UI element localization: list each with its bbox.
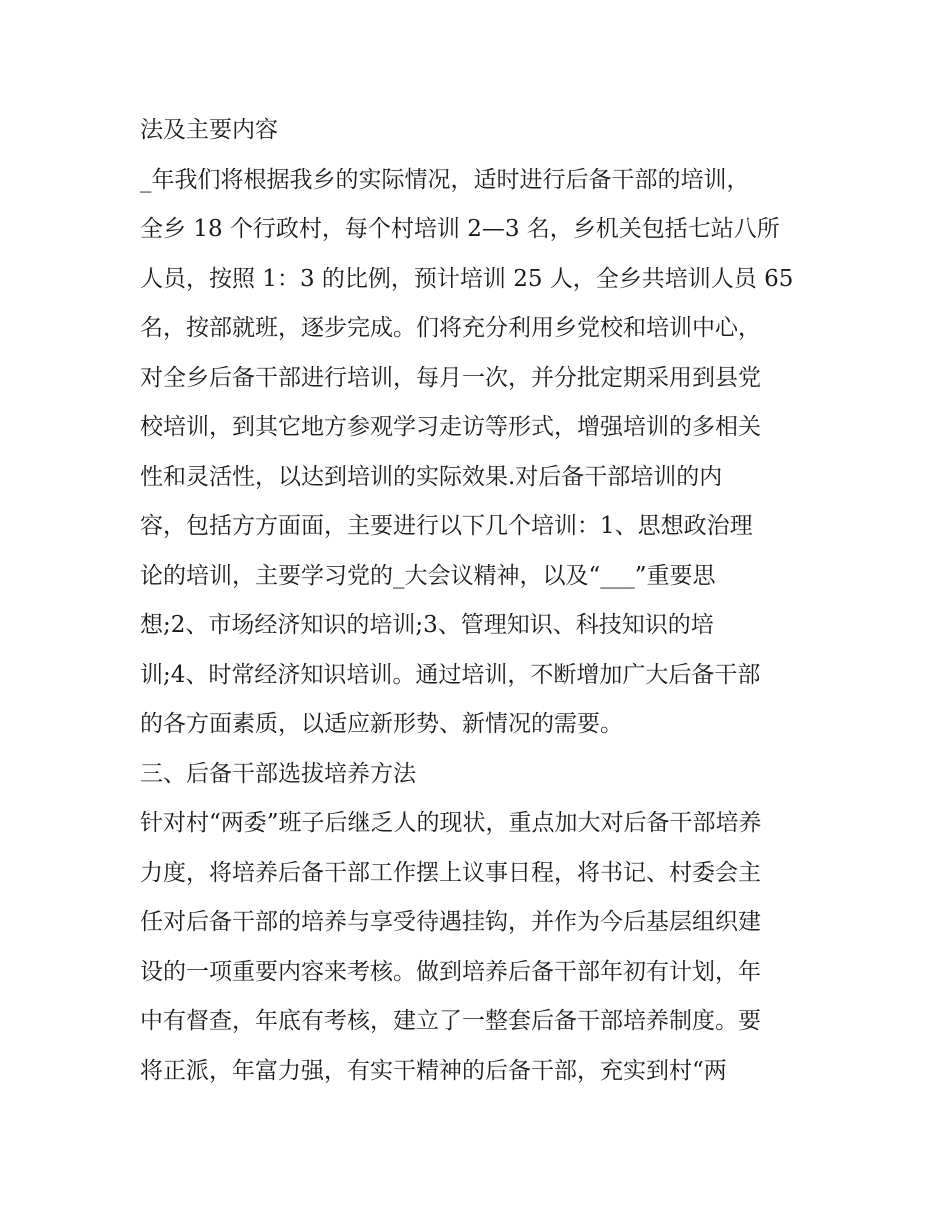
text-line: 将正派，年富力强，有实干精神的后备干部，充实到村“两 — [140, 1057, 727, 1084]
text-line: 法及主要内容 — [140, 117, 278, 143]
text-line: 训;4、时常经济知识培训。通过培训，不断增加广大后备干部 — [140, 661, 761, 688]
text-line: 任对后备干部的培养与享受待遇挂钩，并作为今后基层组织建 — [140, 909, 761, 935]
section-heading: 三、后备干部选拔培养方法 — [140, 760, 416, 787]
text-line: 全乡 18 个行政村，每个村培训 2—3 名，乡机关包括七站八所 — [140, 216, 780, 242]
body-text — [140, 106, 840, 1096]
text-line: 对全乡后备干部进行培训，每月一次，并分批定期采用到县党 — [140, 364, 761, 391]
text-line: 容，包括方方面面，主要进行以下几个培训：1、思想政治理 — [140, 513, 753, 539]
text-line: _年我们将根据我乡的实际情况，适时进行后备干部的培训， — [140, 166, 750, 193]
text-line: 论的培训，主要学习党的_大会议精神，以及“___”重要思 — [140, 562, 716, 589]
text-line: 的各方面素质，以适应新形势、新情况的需要。 — [140, 711, 623, 737]
text-line: 设的一项重要内容来考核。做到培养后备干部年初有计划，年 — [140, 958, 761, 985]
text-line: 性和灵活性，以达到培训的实际效果.对后备干部培训的内 — [140, 463, 723, 490]
text-line: 名，按部就班，逐步完成。们将充分利用乡党校和培训中心， — [140, 315, 761, 341]
text-line: 人员，按照 1：3 的比例，预计培训 25 人，全乡共培训人员 65 — [140, 265, 794, 292]
text-line: 想;2、市场经济知识的培训;3、管理知识、科技知识的培 — [140, 612, 714, 638]
text-line: 力度，将培养后备干部工作摆上议事日程，将书记、村委会主 — [140, 859, 761, 886]
text-line: 校培训，到其它地方参观学习走访等形式，增强培训的多相关 — [140, 414, 761, 440]
text-line: 中有督查，年底有考核，建立了一整套后备干部培养制度。要 — [140, 1008, 761, 1034]
text-line: 针对村“两委”班子后继乏人的现状，重点加大对后备干部培养 — [140, 810, 762, 836]
